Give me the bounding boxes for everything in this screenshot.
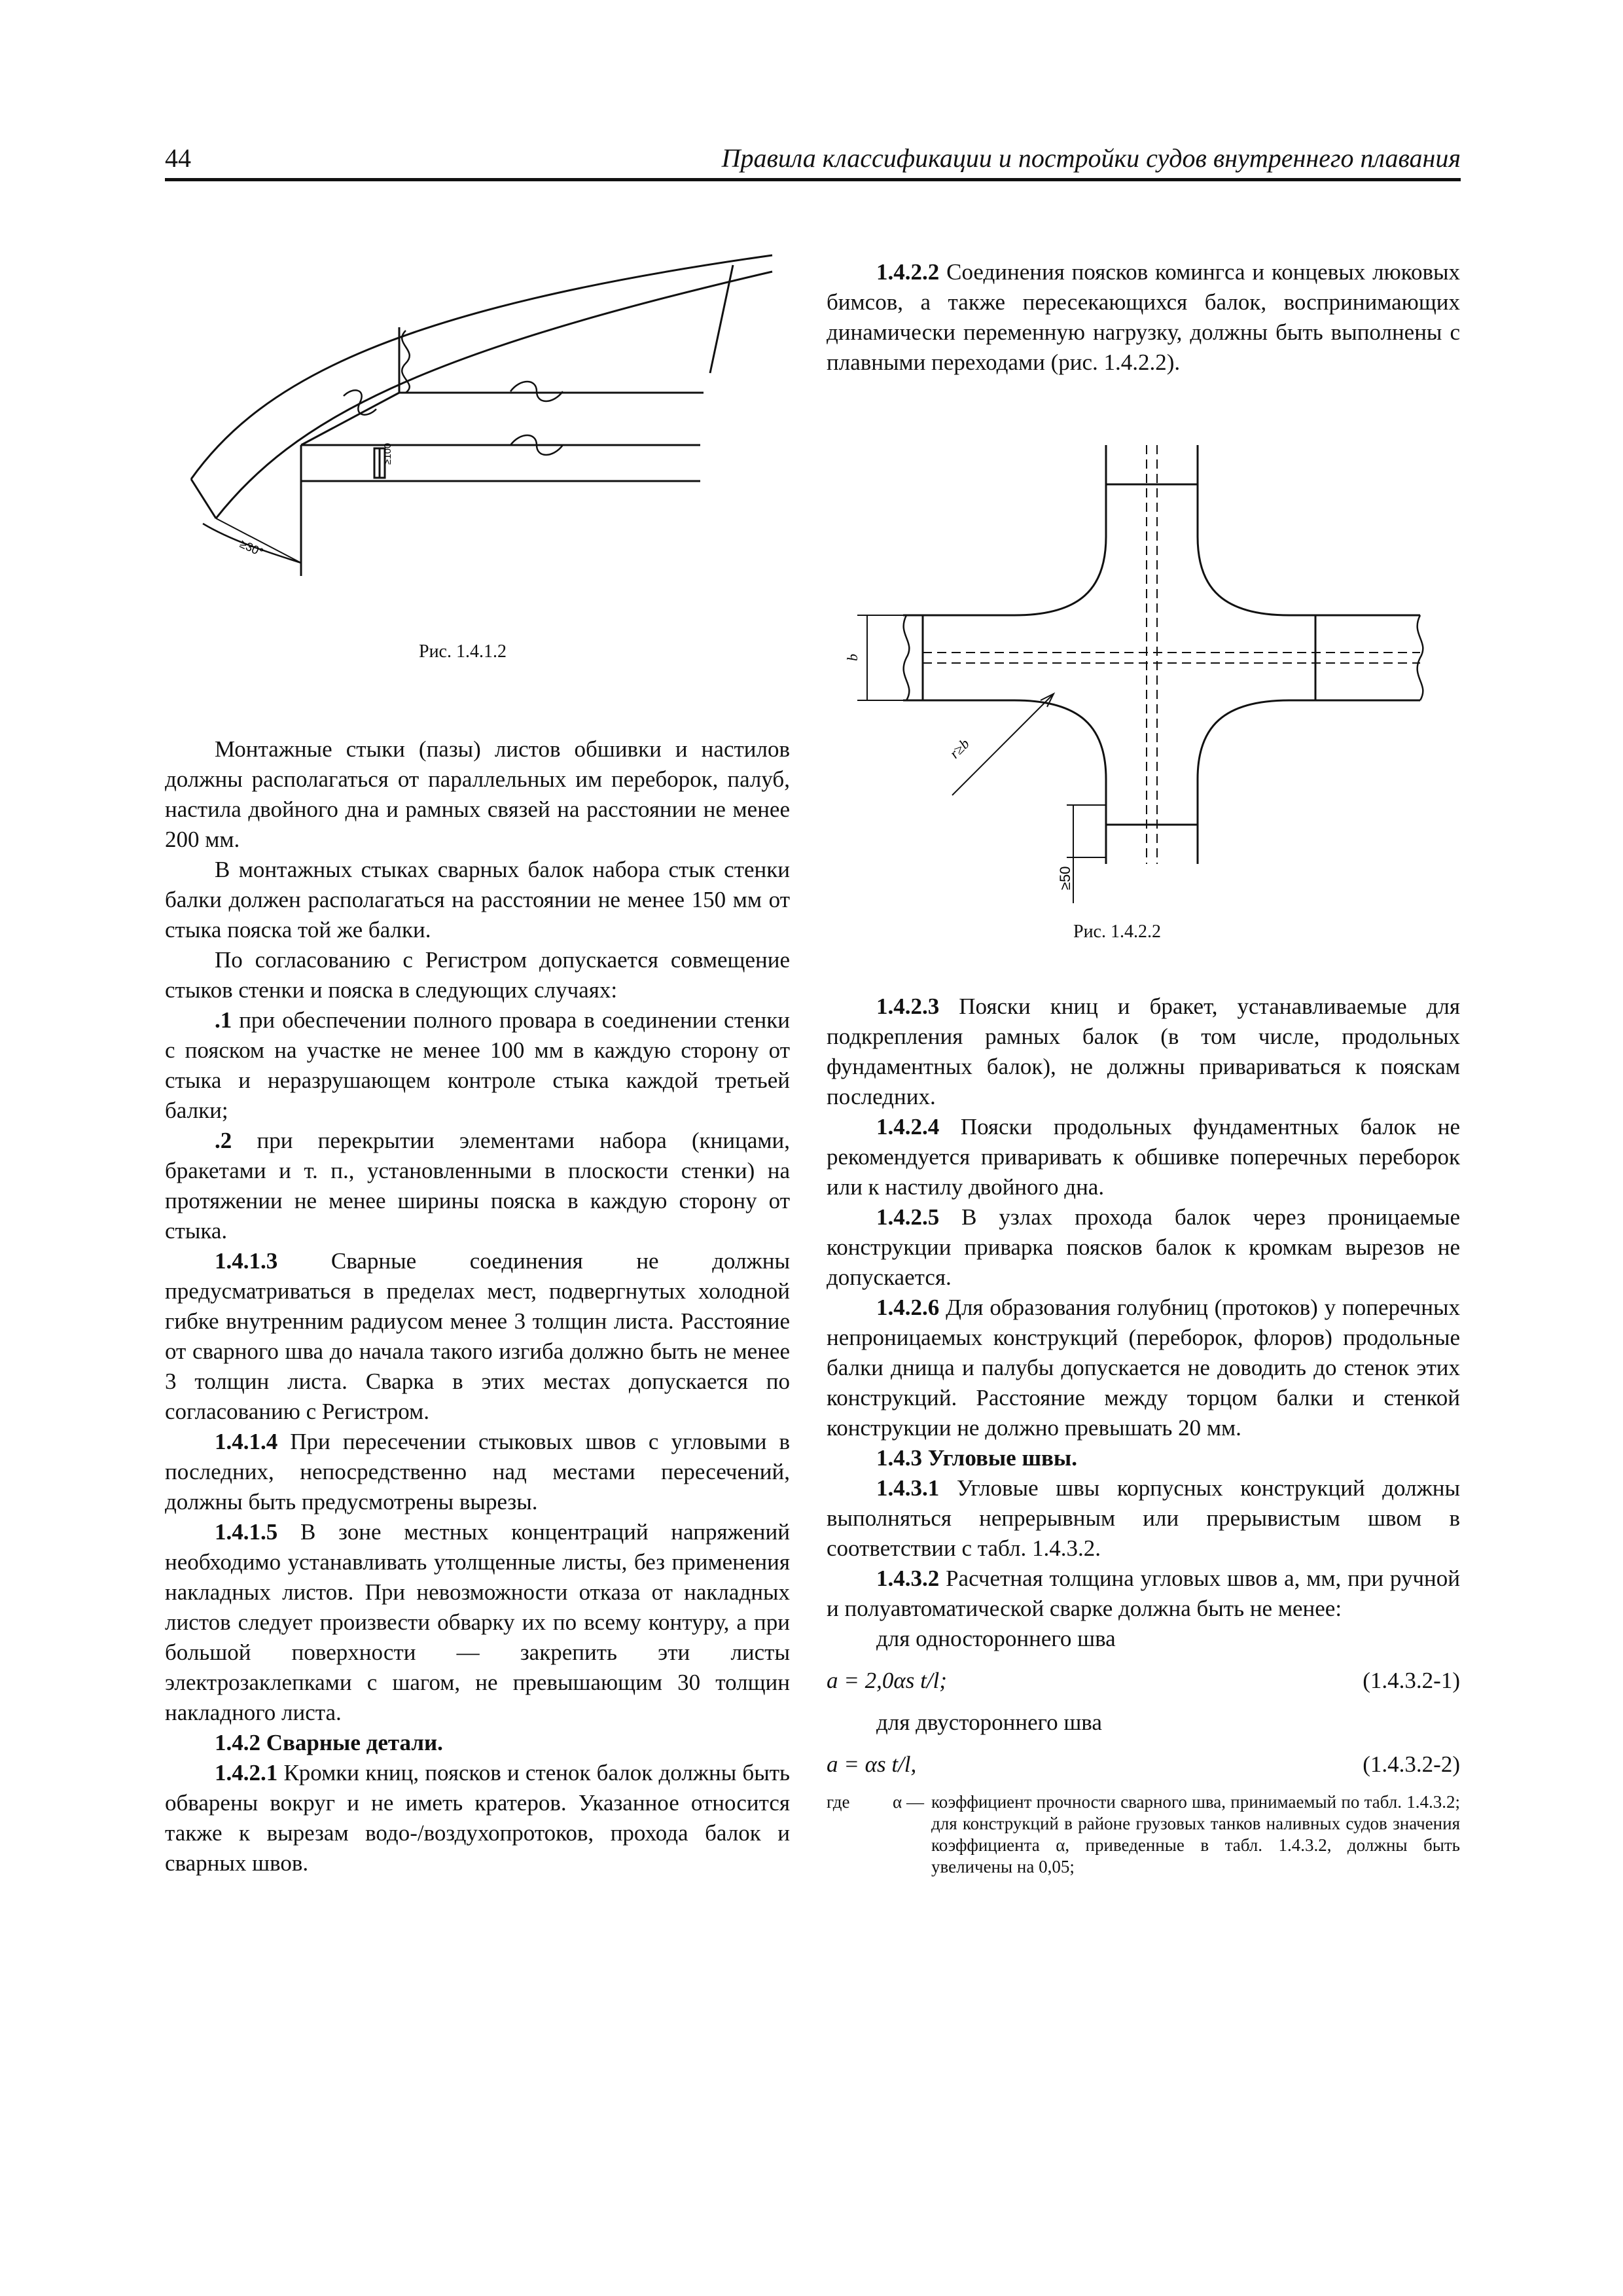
dim-30-label: ≥30° (238, 537, 266, 560)
running-title: Правила классификации и постройки судов внутреннего плавания (721, 143, 1461, 173)
frame-top-right (710, 265, 733, 373)
header-rule (165, 178, 1461, 181)
left-column (165, 734, 790, 1878)
figure-2-caption: Рис. 1.4.2.2 (1073, 922, 1161, 942)
page-header (165, 143, 1461, 182)
paragraph: Монтажные стыки (пазы) листов обшивки и настилов должны располагаться от параллельных им переборок, палуб, настила двойного дна и рамных связей на расстоянии не менее 200 мм. (165, 736, 790, 852)
section-heading: 1.4.2 Сварные детали. (215, 1730, 443, 1755)
list-item: .2 при перекрытии элементами набора (кницами, бракетами и т. п., установленными в плоскости стенки) на протяжении не менее ширины пояска в каждую сторону от стыка. (165, 1128, 790, 1244)
figure-1-4-2-2 (844, 432, 1433, 903)
weld-symbol-2 (510, 382, 563, 401)
paragraph: 1.4.3.2 Расчетная толщина угловых швов a, мм, при ручной и полуавтоматической сварке должна быть не менее: (827, 1566, 1460, 1621)
paragraph: В монтажных стыках сварных балок набора стык стенки балки должен располагаться на расстоянии не менее 150 мм от стыка пояска той же балки. (165, 857, 790, 942)
right-column (827, 992, 1460, 1878)
label-b: b (844, 654, 861, 661)
figure-1-4-1-2 (183, 249, 772, 615)
hull-left-edge (191, 479, 216, 518)
where-definition: где α — коэффициент прочности сварного шва, принимаемый по табл. 1.4.3.2; для конструкций в районе грузовых танков наливных судов значения коэффициента α, приведенные в табл. 1.4.3.2, должны быть увеличены на 0,05; (827, 1792, 1460, 1876)
formula-1: a = 2,0αs t/l; (1.4.3.2-1) (827, 1668, 1460, 1693)
formula-intro: для двустороннего шва (876, 1710, 1102, 1735)
paragraph: 1.4.3.1 Угловые швы корпусных конструкций должны выполняться непрерывным или прерывистым швом в соответствии с табл. 1.4.3.2. (827, 1475, 1460, 1561)
formula-intro: для одностороннего шва (876, 1626, 1116, 1651)
section-heading: 1.4.3 Угловые швы. (876, 1445, 1077, 1471)
paragraph: 1.4.2.6 Для образования голубниц (протоков) у поперечных непроницаемых конструкций (переборок, флоров) продольные балки днища и палубы допускается не доводить до стенок этих конструкций. Расстояние между торцом балки и стенкой конструкции не должно превышать 20 мм. (827, 1295, 1460, 1441)
label-50: ≥50 (1057, 866, 1073, 890)
right-column-top: 1.4.2.2 Соединения поясков комингса и концевых люковых бимсов, а также пересекающихся балок, воспринимающих динамически переменную нагрузку, должны быть выполнены с плавными переходами (рис. 1.4.2.2). (827, 259, 1460, 375)
paragraph: По согласованию с Регистром допускается совмещение стыков стенки и пояска в следующих случаях: (165, 947, 790, 1003)
weld-symbol-3 (344, 390, 376, 414)
paragraph: 1.4.2.1 Кромки книц, поясков и стенок балок должны быть обварены вокруг и не иметь кратеров. Указанное относится также к вырезам водо-/воздухопротоков, прохода балок и сварных швов. (165, 1760, 790, 1876)
paragraph: 1.4.1.4 При пересечении стыковых швов с угловыми в последних, непосредственно над местами пересечений, должны быть предусмотрены вырезы. (165, 1429, 790, 1515)
list-item: .1 при обеспечении полного провара в соединении стенки с пояском на участке не менее 100 мм в каждую сторону от стыка и неразрушающем контроле стыка каждой третьей балки; (165, 1007, 790, 1123)
paragraph: 1.4.2.5 В узлах прохода балок через проницаемые конструкции приварка поясков балок к кромкам вырезов не допускается. (827, 1204, 1460, 1290)
dim-100-label: ≥100 (382, 442, 393, 465)
paragraph: 1.4.1.5 В зоне местных концентраций напряжений необходимо устанавливать утолщенные листы, без применения накладных листов. При невозможности отказа от накладных листов следует произвести обварку их по всему контуру, а при большой поверхности — закрепить эти листы электрозаклепками с шагом, не превышающим 30 толщин накладного листа. (165, 1519, 790, 1725)
page-number: 44 (165, 143, 191, 173)
formula-2: a = αs t/l, (1.4.3.2-2) (827, 1751, 1460, 1777)
label-r: r≥b (946, 735, 972, 762)
paragraph: 1.4.2.3 Пояски книц и бракет, устанавливаемые для подкрепления рамных балок (в том числе, продольных фундаментных балок), не должны привариваться к пояскам последних. (827, 994, 1460, 1109)
paragraph: 1.4.1.3 Сварные соединения не должны предусматриваться в пределах мест, подвергнутых холодной гибке внутренним радиусом менее 3 толщин листа. Расстояние от сварного шва до начала такого изгиба должно быть не менее 3 толщин листа. Сварка в этих местах допускается по согласованию с Регистром. (165, 1248, 790, 1424)
figure-1-caption: Рис. 1.4.1.2 (419, 641, 507, 662)
edge-bracket (301, 393, 399, 445)
paragraph: 1.4.2.4 Пояски продольных фундаментных балок не рекомендуется приваривать к обшивке поперечных переборок или к настилу двойного дна. (827, 1114, 1460, 1200)
